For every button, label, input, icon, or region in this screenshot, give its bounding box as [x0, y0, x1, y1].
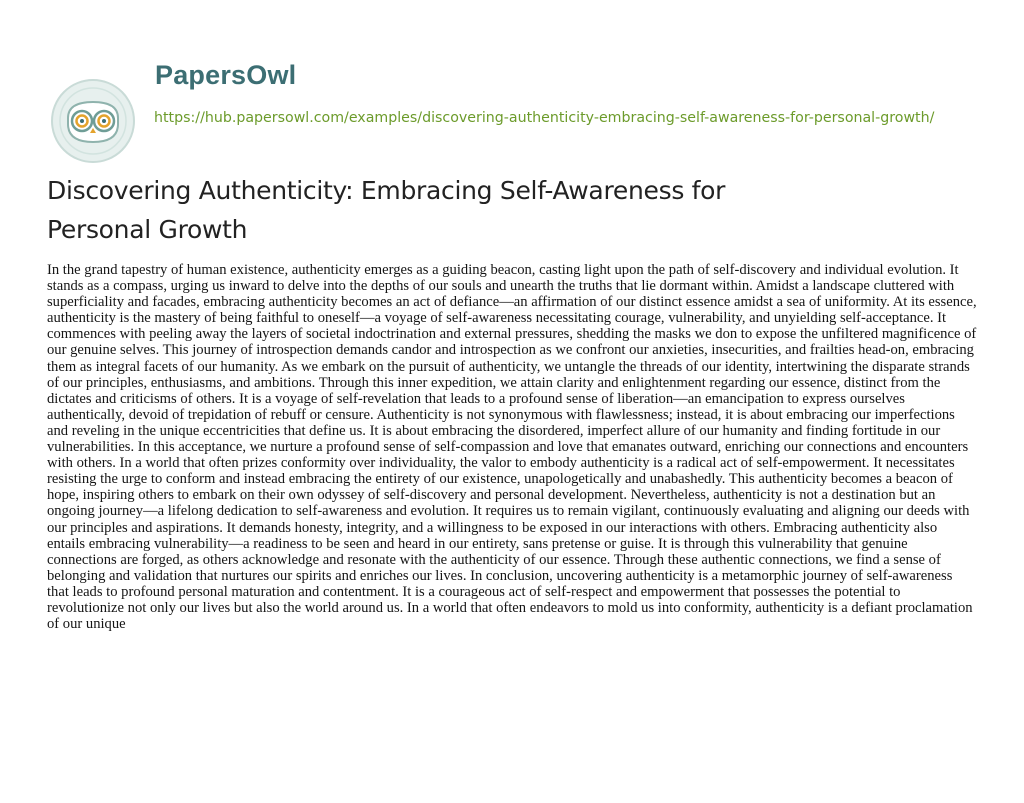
essay-body: In the grand tapestry of human existence, authenticity emerges as a guiding beacon, casting light upon the path of self-discovery and individual evolution. It stands as a compass, urging us inward to delve into the depths of our souls and unearth the truths that lie dormant within. Amidst a landscape cluttered with superficiality and facades, embracing authenticity becomes an act of defiance—an affirmation of our distinct essence amidst a sea of uniformity. At its essence, authenticity is the mastery of being faithful to oneself—a voyage of self-awareness necessitating courage, vulnerability, and unyielding self-acceptance. It commences with peeling away the layers of societal indoctrination and external pressures, shedding the masks we don to expose the unfiltered magnificence of our genuine selves. This journey of introspection demands candor and introspection as we confront our anxieties, insecurities, and frailties head-on, embracing them as integral facets of our humanity. As we embark on the pursuit of authenticity, we untangle the threads of our identity, intertwining the disparate strands of our principles, enthusiasms, and ambitions. Through this inner expedition, we attain clarity and enlightenment regarding our essence, distinct from the dictates and criticisms of others. It is a voyage of self-revelation that leads to a profound sense of liberation—an emancipation to express ourselves authentically, devoid of trepidation of rebuff or censure. Authenticity is not synonymous with flawlessness; instead, it is about embracing our imperfections and reveling in the unique eccentricities that define us. It is about embracing the disordered, imperfect allure of our humanity and finding fortitude in our vulnerabilities. In this acceptance, we nurture a profound sense of self-compassion and love that emanates outward, enriching our connections and encounters with others. In a world that often prizes conformity over individuality, the valor to embody authenticity is a radical act of self-empowerment. It necessitates resisting the urge to conform and instead embracing the entirety of our existence, unapologetically and unabashedly. This authenticity becomes a beacon of hope, inspiring others to embark on their own odyssey of self-discovery and personal development. Nevertheless, authenticity is not a destination but an ongoing journey—a lifelong dedication to self-awareness and evolution. It requires us to remain vigilant, continuously evaluating and aligning our deeds with our principles and aspirations. It demands honesty, integrity, and a willingness to be exposed in our interactions with others. Embracing authenticity also entails embracing vulnerability—a readiness to be seen and heard in our entirety, sans pretense or guise. It is through this vulnerability that genuine connections are forged, as others acknowledge and resonate with the authenticity of our essence. Through these authentic connections, we find a sense of belonging and validation that nurtures our spirits and enriches our lives. In conclusion, uncovering authenticity is a metamorphic journey of self-awareness that leads to profound personal maturation and contentment. It is a courageous act of self-respect and empowerment that possesses the potential to revolutionize not only our lives but also the world around us. In a world that often endeavors to mold us into conformity, authenticity is a defiant proclamation of our unique — [47, 262, 977, 633]
site-header — [40, 38, 984, 158]
brand-name: PapersOwl — [155, 60, 297, 90]
document-title: Discovering Authenticity: Embracing Self-Awareness for Personal Growth — [47, 176, 726, 244]
source-url-link[interactable]: https://hub.papersowl.com/examples/discovering-authenticity-embracing-self-awareness-for-personal-growth/ — [154, 110, 935, 126]
owl-logo-icon — [50, 78, 136, 164]
